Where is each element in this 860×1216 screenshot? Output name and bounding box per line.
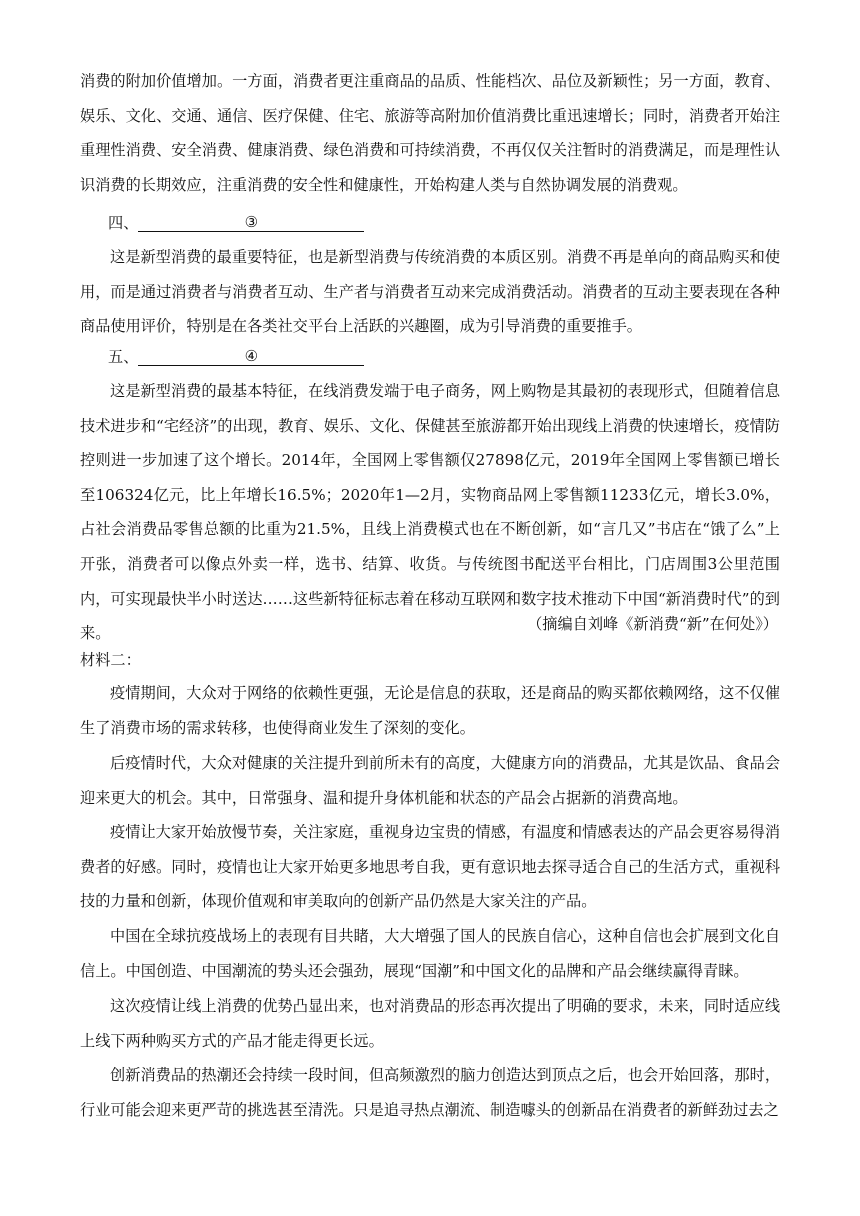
paragraph-network-dependence: 疫情期间，大众对于网络的依赖性更强，无论是信息的获取，还是商品的购买都依赖网络，这不仅催生了消费市场的需求转移，也使得商业发生了深刻的变化。 (80, 684, 780, 737)
section-heading-4-prefix: 四、 (108, 214, 139, 232)
section-heading-4 (108, 206, 364, 240)
paragraph-national-trend: 中国在全球抗疫战场上的表现有目共睹，大大增强了国人的民族自信心，这种自信也会扩展到文化自信上。中国创造、中国潮流的势头还会强劲，展现“国潮”和中国文化的品牌和产品会继续赢得青睐。 (80, 927, 780, 980)
answer-blank-4 (138, 345, 364, 366)
paragraph-innovation-wave: 创新消费品的热潮还会持续一段时间，但高频激烈的脑力创造达到顶点之后，也会开始回落，那时，行业可能会迎来更严苛的挑选甚至清洗。只是追寻热点潮流、制造噱头的创新品在消费者的新鲜劲过去之 (80, 1066, 780, 1119)
paragraph-value-added: 消费的附加价值增加。一方面，消费者更注重商品的品质、性能档次、品位及新颖性；另一方面，教育、娱乐、文化、交通、通信、医疗保健、住宅、旅游等高附加价值消费比重迅速增长；同时，消费者开始注重理性消费、安全消费、健康消费、绿色消费和可持续消费，不再仅仅关注暂时的消费满足，而是理性认识消费的长期效应，注重消费的安全性和健康性，开始构建人类与自然协调发展的消费观。 (80, 72, 780, 194)
paragraph-online-advantage: 这次疫情让线上消费的优势凸显出来，也对消费品的形态再次提出了明确的要求，未来，同时适应线上线下两种购买方式的产品才能走得更长远。 (80, 997, 780, 1050)
source-citation: （摘编自刘峰《新消费“新”在何处》） (527, 615, 778, 633)
paragraph-health-focus: 后疫情时代，大众对健康的关注提升到前所未有的高度，大健康方向的消费品，尤其是饮品、食品会迎来更大的机会。其中，日常强身、温和提升身体机能和状态的产品会占据新的消费高地。 (80, 754, 780, 807)
blank-number-4: ④ (244, 347, 259, 365)
section-heading-5-prefix: 五、 (108, 348, 139, 366)
blank-number-3: ③ (244, 213, 259, 231)
section-heading-5 (108, 340, 364, 374)
paragraph-online-consumption: 这是新型消费的最基本特征，在线消费发端于电子商务，网上购物是其最初的表现形式，但随着信息技术进步和“宅经济”的出现，教育、娱乐、文化、保健甚至旅游都开始出现线上消费的快速增长，疫情防控则进一步加速了这个增长。2014年，全国网上零售额仅27898亿元，2019年全国网上零售额已增长至106324亿元，比上年增长16.5%；2020年1—2月，实物商品网上零售额11233亿元，增长3.0%，占社会消费品零售总额的比重为21.5%，且线上消费模式也在不断创新，如“言几又”书店在“饿了么”上开张，消费者可以像点外卖一样，选书、结算、收货。与传统图书配送平台相比，门店周围3公里范围内，可实现最快半小时送达……这些新特征标志着在移动互联网和数字技术推动下中国“新消费时代”的到来。 (80, 382, 780, 643)
answer-blank-3 (138, 211, 364, 232)
paragraph-emotion-products: 疫情让大家开始放慢节奏，关注家庭，重视身边宝贵的情感，有温度和情感表达的产品会更容易得消费者的好感。同时，疫情也让大家开始更多地思考自我，更有意识地去探寻适合自己的生活方式，重视科技的力量和创新，体现价值观和审美取向的创新产品仍然是大家关注的产品。 (80, 823, 780, 911)
material-2-label: 材料二： (80, 651, 141, 669)
paragraph-interaction: 这是新型消费的最重要特征，也是新型消费与传统消费的本质区别。消费不再是单向的商品购买和使用，而是通过消费者与消费者互动、生产者与消费者互动来完成消费活动。消费者的互动主要表现在各种商品使用评价，特别是在各类社交平台上活跃的兴趣圈，成为引导消费的重要推手。 (80, 248, 780, 336)
